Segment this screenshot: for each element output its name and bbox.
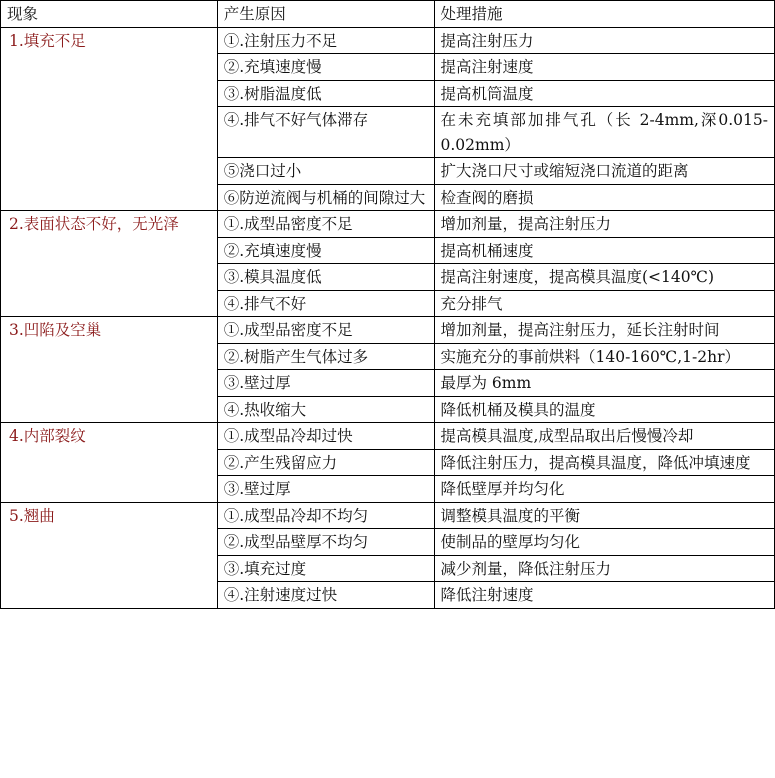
cause-cell: ⑤浇口过小 (217, 158, 434, 185)
header-phenomenon: 现象 (1, 1, 218, 28)
phenomenon-cell: 2.表面状态不好，无光泽 (1, 211, 218, 317)
table-row (1, 502, 775, 529)
cause-cell: ④.热收缩大 (217, 396, 434, 423)
measure-cell: 使制品的壁厚均匀化 (434, 529, 775, 556)
measure-cell: 降低壁厚并均匀化 (434, 476, 775, 503)
phenomenon-cell: 4.内部裂纹 (1, 423, 218, 503)
measure-cell: 实施充分的事前烘料（140-160℃,1-2hr） (434, 343, 775, 370)
cause-cell: ③.填充过度 (217, 555, 434, 582)
measure-cell: 提高注射压力 (434, 27, 775, 54)
phenomenon-cell: 5.翘曲 (1, 502, 218, 608)
cause-cell: ①.成型品密度不足 (217, 211, 434, 238)
cause-cell: ④.注射速度过快 (217, 582, 434, 609)
measure-cell: 提高机桶速度 (434, 237, 775, 264)
cause-cell: ③.壁过厚 (217, 370, 434, 397)
measure-cell: 减少剂量，降低注射压力 (434, 555, 775, 582)
cause-cell: ②.充填速度慢 (217, 54, 434, 81)
phenomenon-cell: 1.填充不足 (1, 27, 218, 211)
cause-cell: ②.成型品壁厚不均匀 (217, 529, 434, 556)
measure-cell: 充分排气 (434, 290, 775, 317)
measure-cell: 提高注射速度，提高模具温度(<140℃) (434, 264, 775, 291)
measure-cell: 提高注射速度 (434, 54, 775, 81)
measure-cell: 扩大浇口尺寸或缩短浇口流道的距离 (434, 158, 775, 185)
measure-cell: 降低机桶及模具的温度 (434, 396, 775, 423)
cause-cell: ①.成型品密度不足 (217, 317, 434, 344)
measure-cell: 检查阀的磨损 (434, 184, 775, 211)
header-cause: 产生原因 (217, 1, 434, 28)
table-row (1, 423, 775, 450)
measure-cell: 增加剂量，提高注射压力，延长注射时间 (434, 317, 775, 344)
measure-cell: 降低注射压力，提高模具温度，降低冲填速度 (434, 449, 775, 476)
cause-cell: ②.产生残留应力 (217, 449, 434, 476)
measure-cell: 增加剂量，提高注射压力 (434, 211, 775, 238)
measure-cell: 调整模具温度的平衡 (434, 502, 775, 529)
cause-cell: ③.树脂温度低 (217, 80, 434, 107)
cause-cell: ①.成型品冷却不均匀 (217, 502, 434, 529)
cause-cell: ⑥防逆流阀与机桶的间隙过大 (217, 184, 434, 211)
cause-cell: ④.排气不好气体滞存 (217, 107, 434, 158)
measure-cell: 最厚为 6mm (434, 370, 775, 397)
measure-cell: 提高机筒温度 (434, 80, 775, 107)
cause-cell: ①.成型品冷却过快 (217, 423, 434, 450)
measure-cell: 降低注射速度 (434, 582, 775, 609)
phenomenon-cell: 3.凹陷及空巢 (1, 317, 218, 423)
cause-cell: ①.注射压力不足 (217, 27, 434, 54)
measure-cell: 提高模具温度,成型品取出后慢慢冷却 (434, 423, 775, 450)
cause-cell: ②.树脂产生气体过多 (217, 343, 434, 370)
measure-cell: 在未充填部加排气孔（长 2-4mm,深0.015-0.02mm） (434, 107, 775, 158)
header-row (1, 1, 775, 28)
table-row (1, 317, 775, 344)
cause-cell: ④.排气不好 (217, 290, 434, 317)
cause-cell: ②.充填速度慢 (217, 237, 434, 264)
table-row (1, 27, 775, 54)
header-measure: 处理措施 (434, 1, 775, 28)
table-row (1, 211, 775, 238)
cause-cell: ③.壁过厚 (217, 476, 434, 503)
cause-cell: ③.模具温度低 (217, 264, 434, 291)
